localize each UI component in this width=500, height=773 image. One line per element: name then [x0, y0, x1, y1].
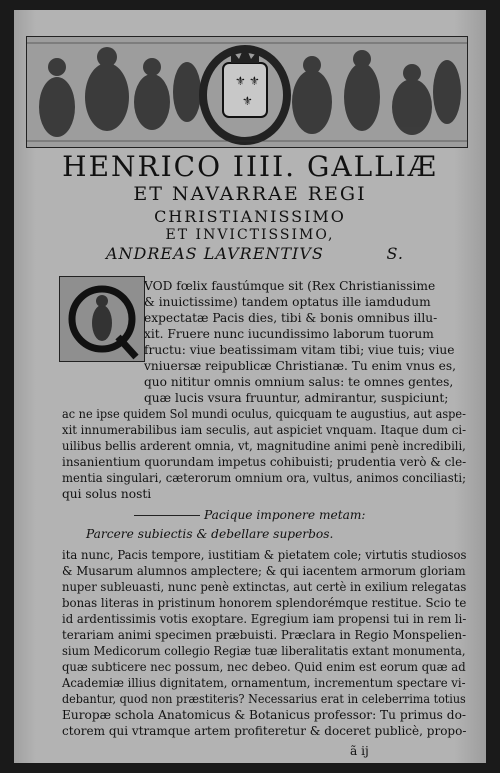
svg-text:⚜: ⚜ [242, 94, 253, 108]
salutation-mark: S. [386, 244, 404, 263]
decorated-initial-q [59, 276, 145, 362]
body-line: quo nititur omnis omnium salus: te omnes gentes, [144, 375, 454, 389]
body-line: & Musarum alumnos amplectere; & qui iacentem armorum gloriam [62, 564, 466, 578]
dedication-title-line-3: CHRISTIANISSIMO [154, 207, 346, 226]
dash-rule [134, 515, 200, 516]
body-line: debantur, quod non præstiteris? Necessarius erat in celeberrima totius [62, 692, 466, 706]
dedication-title-line-1: HENRICO IIII. GALLIÆ [62, 150, 438, 183]
body-line: xit. Fruere nunc iucundissimo laborum tuorum [144, 327, 434, 341]
svg-text:⚜: ⚜ [249, 74, 260, 88]
body-line: insanientium quorundam impetus cohibuisti; prudentia verò & cle- [62, 455, 467, 469]
body-line: expectatæ Pacis dies, tibi & bonis omnibus illu- [144, 311, 438, 325]
body-line: bonas literas in pristinum honorem splendorémque restitue. Scio te [62, 596, 467, 610]
body-line: id ardentissimis votis exoptare. Egregium iam propensi tui in rem li- [62, 612, 467, 626]
body-line: quæ lucis vsura fruuntur, admirantur, suspiciunt; [144, 391, 449, 405]
body-line: uilibus bellis arderent omnia, vt, magnitudine animi penè incredibili, [62, 439, 466, 453]
dedication-title-line-2: ET NAVARRAE REGI [133, 183, 367, 205]
body-line: terariam animi specimen præbuisti. Præclara in Regio Monspelien- [62, 628, 467, 642]
author-name: ANDREAS LAVRENTIVS [106, 244, 324, 263]
verse-quote-line-1: Pacique imponere metam: [204, 508, 366, 522]
body-line: nuper subleuasti, nunc penè extinctas, aut certè in exilium relegatas [62, 580, 467, 594]
body-line: ac ne ipse quidem Sol mundi oculus, quicquam te augustius, aut aspe- [62, 407, 466, 421]
body-line: VOD fœlix faustúmque sit (Rex Christianissime [144, 279, 436, 293]
body-line: xit innumerabilibus iam seculis, aut aspiciet vnquam. Itaque dum ci- [62, 423, 467, 437]
signature-mark: ã ij [350, 744, 369, 758]
verse-quote-line-2: Parcere subiectis & debellare superbos. [86, 527, 334, 541]
book-page [14, 10, 486, 763]
body-line: fructu: viue beatissimam vitam tibi; viue tuis; viue [144, 343, 455, 357]
body-line: quæ subticere nec possum, nec debeo. Quid enim est eorum quæ ad [62, 660, 466, 674]
body-line: ita nunc, Pacis tempore, iustitiam & pietatem cole; virtutis studiosos [62, 548, 467, 562]
body-line: ctorem qui vtramque artem profiteretur & doceret publicè, propo- [62, 724, 467, 738]
body-line: Europæ schola Anatomicus & Botanicus professor: Tu primus do- [62, 708, 466, 722]
body-line: qui solus nosti [62, 487, 152, 501]
svg-text:⚜: ⚜ [235, 74, 246, 88]
body-line: Academiæ illius dignitatem, ornamentum, incrementum spectare vi- [62, 676, 466, 690]
body-line: sium Medicorum collegio Regiæ tuæ liberalitatis extant monumenta, [62, 644, 466, 658]
dedication-title-line-4: ET INVICTISSIMO, [165, 227, 335, 243]
body-line: & inuictissime) tandem optatus ille iamdudum [144, 295, 431, 309]
author-salutation [106, 244, 404, 263]
body-line: vniuersæ reipublicæ Christianæ. Tu enim vnus es, [144, 359, 457, 373]
decorative-headpiece-engraving [26, 36, 468, 148]
body-line: mentia singulari, cæterorum omnium ora, vultus, animos conciliasti; [62, 471, 466, 485]
